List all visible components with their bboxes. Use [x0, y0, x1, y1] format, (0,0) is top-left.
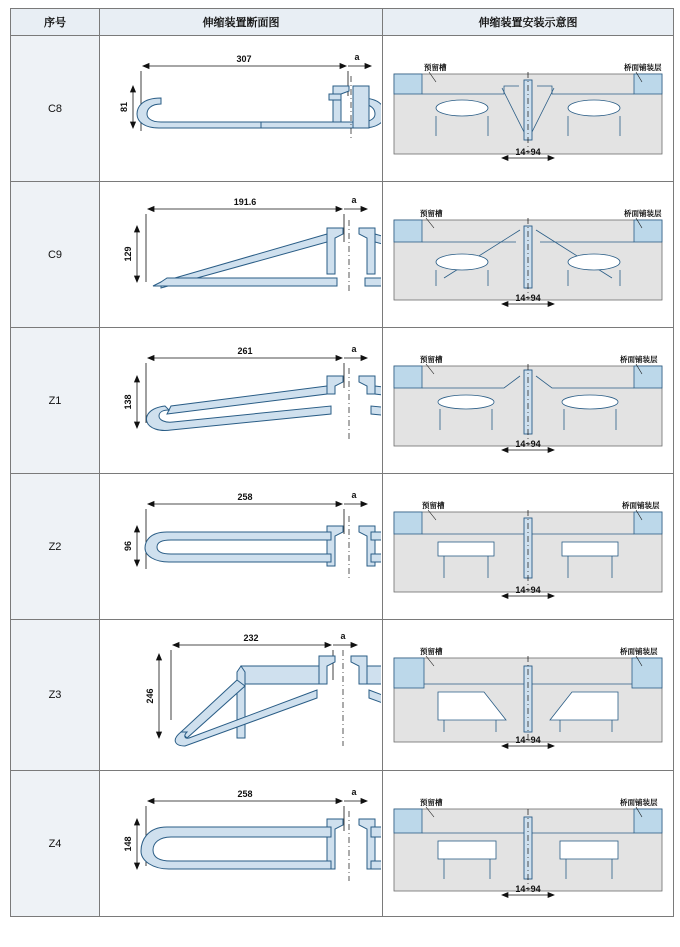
paving-label: 桥面铺装层	[624, 209, 662, 218]
expansion-joint-table	[10, 8, 674, 917]
header-no: 序号	[11, 9, 100, 36]
gap-label: a	[351, 490, 357, 500]
paving-label: 桥面铺装层	[620, 355, 658, 364]
gap-range-label: 14~94	[515, 147, 541, 157]
gap-label: a	[354, 52, 360, 62]
section-drawing-z3	[100, 620, 383, 771]
width-label: 258	[237, 492, 253, 502]
header-row	[11, 9, 674, 36]
paving-label: 桥面铺装层	[624, 63, 662, 72]
section-drawing-z2	[100, 474, 383, 620]
width-label: 261	[237, 346, 253, 356]
section-drawing-c8	[100, 36, 383, 182]
gap-range-label: 14~94	[515, 884, 541, 894]
row-code: C9	[11, 182, 100, 328]
groove-label: 预留槽	[424, 63, 447, 72]
gap-label: a	[351, 787, 357, 797]
section-drawing-c9	[100, 182, 383, 328]
install-drawing-c8	[383, 36, 674, 182]
height-label: 96	[123, 540, 133, 552]
gap-label: a	[351, 344, 357, 354]
gap-range-label: 14~94	[515, 293, 541, 303]
row-code: Z2	[11, 474, 100, 620]
gap-label: a	[351, 195, 357, 205]
paving-label: 桥面铺装层	[620, 647, 658, 656]
paving-label: 桥面铺装层	[622, 501, 660, 510]
paving-label: 桥面铺装层	[620, 798, 658, 807]
table-row	[11, 328, 674, 474]
gap-range-label: 14~94	[515, 735, 541, 745]
table-row	[11, 36, 674, 182]
table-row	[11, 182, 674, 328]
height-label: 246	[145, 688, 155, 704]
width-label: 232	[243, 633, 259, 643]
header-section: 伸缩装置断面图	[100, 9, 383, 36]
height-label: 138	[123, 394, 133, 410]
row-code: Z1	[11, 328, 100, 474]
table-head	[11, 9, 674, 36]
install-drawing-z1	[383, 328, 674, 474]
gap-range-label: 14~94	[515, 585, 541, 595]
page-root	[0, 8, 680, 947]
header-install: 伸缩装置安装示意图	[383, 9, 674, 36]
section-drawing-z1	[100, 328, 383, 474]
install-drawing-c9	[383, 182, 674, 328]
table-row	[11, 620, 674, 771]
install-drawing-z4	[383, 771, 674, 917]
row-code: Z3	[11, 620, 100, 771]
table-body	[11, 36, 674, 917]
table-row	[11, 474, 674, 620]
height-label: 129	[123, 246, 133, 262]
groove-label: 预留槽	[420, 647, 443, 656]
height-label: 148	[123, 836, 133, 852]
row-code: C8	[11, 36, 100, 182]
gap-label: a	[340, 631, 346, 641]
width-label: 191.6	[233, 197, 257, 207]
install-drawing-z3	[383, 620, 674, 771]
height-label: 81	[119, 101, 129, 113]
width-label: 307	[236, 54, 252, 64]
groove-label: 预留槽	[420, 209, 443, 218]
gap-range-label: 14~94	[515, 439, 541, 449]
table-row	[11, 771, 674, 917]
groove-label: 预留槽	[422, 501, 445, 510]
row-code: Z4	[11, 771, 100, 917]
section-drawing-z4	[100, 771, 383, 917]
groove-label: 预留槽	[420, 798, 443, 807]
groove-label: 预留槽	[420, 355, 443, 364]
install-drawing-z2	[383, 474, 674, 620]
width-label: 258	[237, 789, 253, 799]
